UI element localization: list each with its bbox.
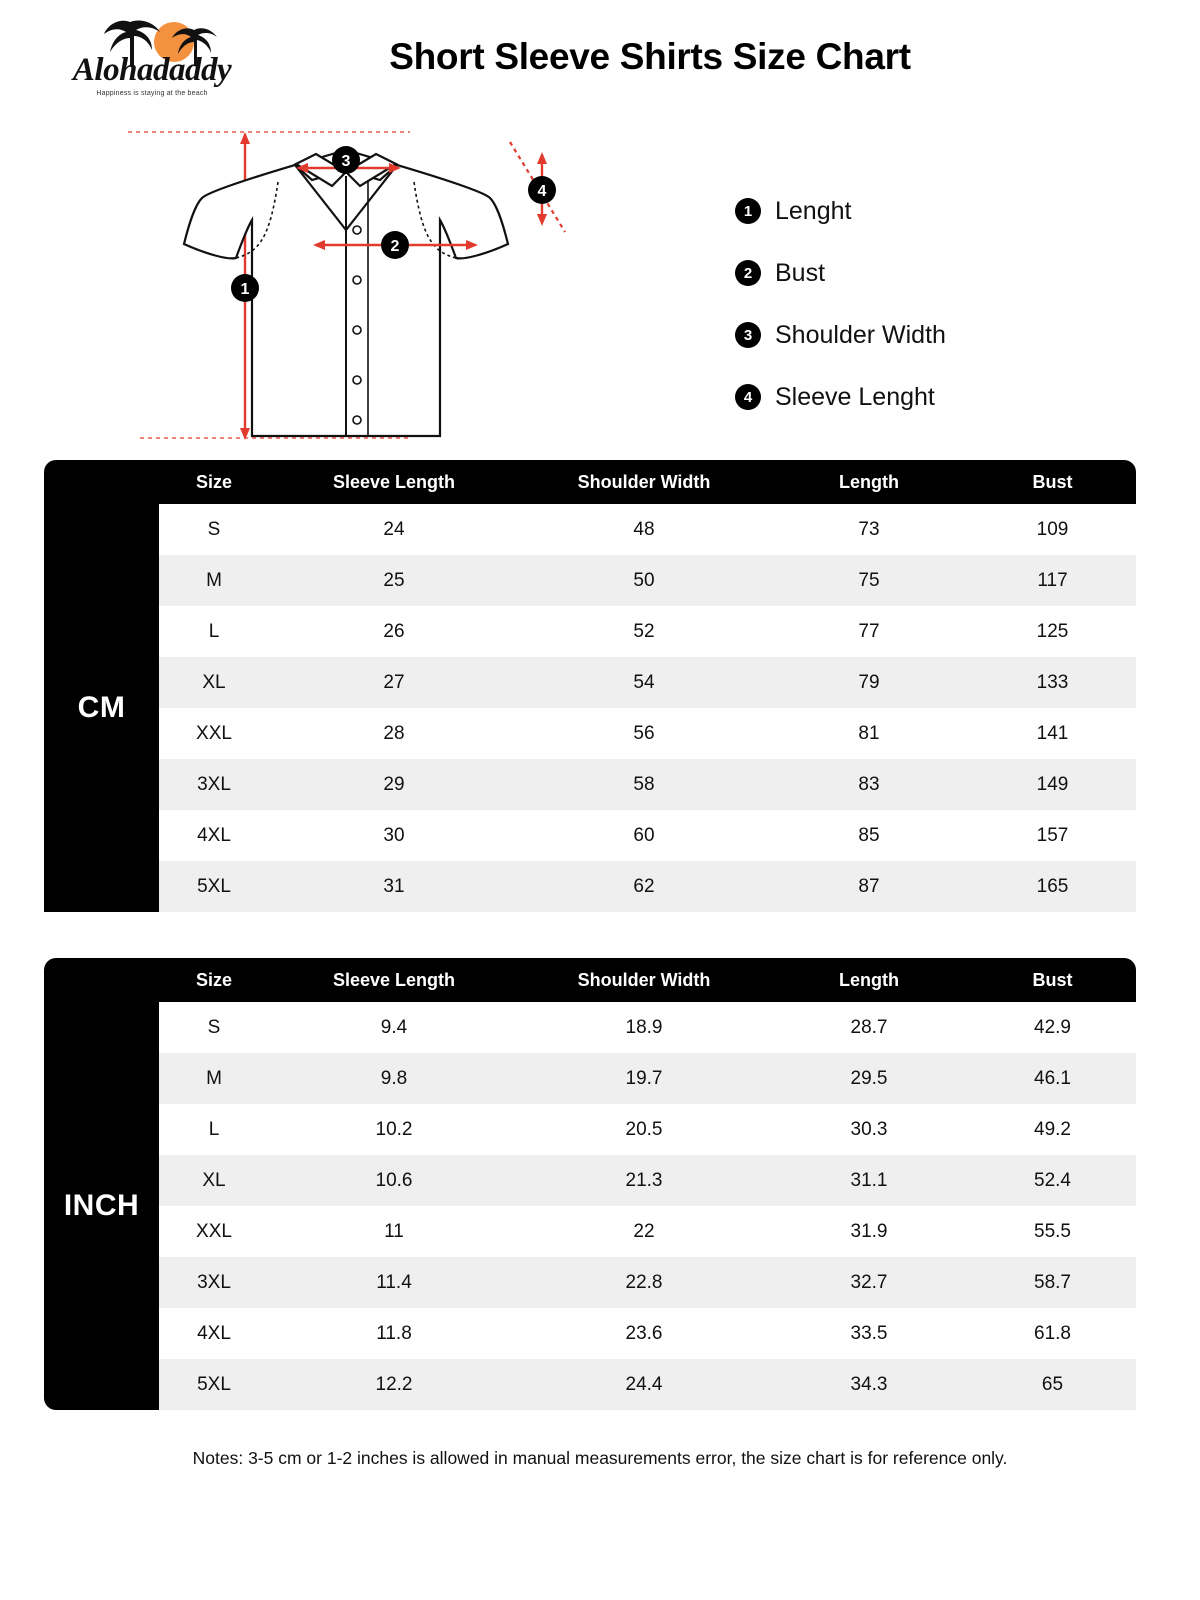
cell-bust: 149 bbox=[969, 759, 1136, 810]
cell-bust: 52.4 bbox=[969, 1155, 1136, 1206]
cell-sleeve-length: 26 bbox=[269, 606, 519, 657]
cell-size: XXL bbox=[159, 1206, 269, 1257]
cell-length: 79 bbox=[769, 657, 969, 708]
cell-sleeve-length: 12.2 bbox=[269, 1359, 519, 1410]
brand-logo bbox=[32, 14, 272, 110]
cell-length: 34.3 bbox=[769, 1359, 969, 1410]
table-row bbox=[44, 1104, 1136, 1155]
inch-size-table bbox=[44, 958, 1136, 1410]
unit-label-cm: CM bbox=[44, 504, 159, 912]
legend-item-bust bbox=[735, 242, 946, 304]
cell-length: 77 bbox=[769, 606, 969, 657]
svg-text:2: 2 bbox=[390, 238, 400, 255]
legend-label-2: Bust bbox=[775, 258, 826, 287]
legend-badge-2: 2 bbox=[735, 260, 761, 286]
unit-header bbox=[44, 958, 159, 1002]
cell-sleeve-length: 30 bbox=[269, 810, 519, 861]
cell-sleeve-length: 9.8 bbox=[269, 1053, 519, 1104]
unit-header bbox=[44, 460, 159, 504]
legend-label-1: Lenght bbox=[775, 196, 852, 225]
column-header-shoulder-width: Shoulder Width bbox=[519, 460, 769, 504]
cell-sleeve-length: 11 bbox=[269, 1206, 519, 1257]
column-header-length: Length bbox=[769, 460, 969, 504]
cell-length: 30.3 bbox=[769, 1104, 969, 1155]
cell-shoulder-width: 22 bbox=[519, 1206, 769, 1257]
cell-length: 73 bbox=[769, 504, 969, 555]
cell-size: 3XL bbox=[159, 759, 269, 810]
cell-size: 5XL bbox=[159, 861, 269, 912]
cell-sleeve-length: 28 bbox=[269, 708, 519, 759]
table-row bbox=[44, 657, 1136, 708]
table-row bbox=[44, 555, 1136, 606]
table-row bbox=[44, 504, 1136, 555]
table-row bbox=[44, 708, 1136, 759]
measurement-legend bbox=[735, 180, 946, 428]
column-header-size: Size bbox=[159, 958, 269, 1002]
cell-bust: 42.9 bbox=[969, 1002, 1136, 1053]
cell-sleeve-length: 31 bbox=[269, 861, 519, 912]
cell-shoulder-width: 23.6 bbox=[519, 1308, 769, 1359]
cell-bust: 117 bbox=[969, 555, 1136, 606]
table-spacer bbox=[0, 912, 1200, 958]
cell-size: 4XL bbox=[159, 1308, 269, 1359]
column-header-bust: Bust bbox=[969, 958, 1136, 1002]
cell-size: S bbox=[159, 504, 269, 555]
cell-bust: 49.2 bbox=[969, 1104, 1136, 1155]
cell-bust: 141 bbox=[969, 708, 1136, 759]
cell-shoulder-width: 58 bbox=[519, 759, 769, 810]
column-header-sleeve-length: Sleeve Length bbox=[269, 958, 519, 1002]
cell-bust: 65 bbox=[969, 1359, 1136, 1410]
legend-item-sleeve-length bbox=[735, 366, 946, 428]
brand-name: Alohadaddy bbox=[72, 52, 232, 88]
cell-bust: 125 bbox=[969, 606, 1136, 657]
cell-size: M bbox=[159, 555, 269, 606]
table-header-row bbox=[44, 460, 1136, 504]
table-row bbox=[44, 861, 1136, 912]
table-row bbox=[44, 810, 1136, 861]
cell-length: 75 bbox=[769, 555, 969, 606]
cell-shoulder-width: 54 bbox=[519, 657, 769, 708]
cell-sleeve-length: 29 bbox=[269, 759, 519, 810]
cell-length: 33.5 bbox=[769, 1308, 969, 1359]
cell-shoulder-width: 52 bbox=[519, 606, 769, 657]
cell-sleeve-length: 27 bbox=[269, 657, 519, 708]
shoulder-width-marker bbox=[332, 146, 360, 174]
table-row bbox=[44, 1308, 1136, 1359]
cell-size: 3XL bbox=[159, 1257, 269, 1308]
cell-size: 4XL bbox=[159, 810, 269, 861]
length-marker bbox=[231, 274, 259, 302]
svg-text:1: 1 bbox=[240, 281, 250, 298]
cell-bust: 61.8 bbox=[969, 1308, 1136, 1359]
column-header-sleeve-length: Sleeve Length bbox=[269, 460, 519, 504]
cell-size: 5XL bbox=[159, 1359, 269, 1410]
cell-length: 28.7 bbox=[769, 1002, 969, 1053]
cell-shoulder-width: 50 bbox=[519, 555, 769, 606]
cell-bust: 165 bbox=[969, 861, 1136, 912]
cell-shoulder-width: 56 bbox=[519, 708, 769, 759]
column-header-length: Length bbox=[769, 958, 969, 1002]
cell-sleeve-length: 10.2 bbox=[269, 1104, 519, 1155]
legend-item-shoulder-width bbox=[735, 304, 946, 366]
cell-size: M bbox=[159, 1053, 269, 1104]
cm-size-table-block bbox=[44, 460, 1156, 912]
column-header-shoulder-width: Shoulder Width bbox=[519, 958, 769, 1002]
cell-size: L bbox=[159, 606, 269, 657]
cm-size-table bbox=[44, 460, 1136, 912]
cell-shoulder-width: 22.8 bbox=[519, 1257, 769, 1308]
cell-sleeve-length: 10.6 bbox=[269, 1155, 519, 1206]
cell-size: XXL bbox=[159, 708, 269, 759]
svg-text:3: 3 bbox=[341, 153, 351, 170]
legend-badge-3: 3 bbox=[735, 322, 761, 348]
cell-bust: 133 bbox=[969, 657, 1136, 708]
cell-size: XL bbox=[159, 657, 269, 708]
cell-length: 85 bbox=[769, 810, 969, 861]
unit-label-inch: INCH bbox=[44, 1002, 159, 1410]
cell-length: 81 bbox=[769, 708, 969, 759]
cell-bust: 55.5 bbox=[969, 1206, 1136, 1257]
cell-length: 32.7 bbox=[769, 1257, 969, 1308]
inch-size-table-block bbox=[44, 958, 1156, 1410]
table-row bbox=[44, 606, 1136, 657]
cell-sleeve-length: 11.8 bbox=[269, 1308, 519, 1359]
svg-text:4: 4 bbox=[537, 183, 547, 200]
measurement-notes: Notes: 3-5 cm or 1-2 inches is allowed in manual measurements error, the size chart is for reference only. bbox=[192, 1448, 1008, 1468]
page-header bbox=[0, 0, 1200, 120]
cell-bust: 46.1 bbox=[969, 1053, 1136, 1104]
legend-label-3: Shoulder Width bbox=[775, 320, 946, 349]
column-header-size: Size bbox=[159, 460, 269, 504]
table-row bbox=[44, 1053, 1136, 1104]
table-row bbox=[44, 1359, 1136, 1410]
table-row bbox=[44, 759, 1136, 810]
column-header-bust: Bust bbox=[969, 460, 1136, 504]
table-row bbox=[44, 1155, 1136, 1206]
measurement-diagram bbox=[0, 120, 1200, 460]
cell-size: L bbox=[159, 1104, 269, 1155]
table-row bbox=[44, 1257, 1136, 1308]
legend-label-4: Sleeve Lenght bbox=[775, 382, 935, 411]
cell-sleeve-length: 11.4 bbox=[269, 1257, 519, 1308]
cell-shoulder-width: 19.7 bbox=[519, 1053, 769, 1104]
cell-shoulder-width: 62 bbox=[519, 861, 769, 912]
cell-length: 83 bbox=[769, 759, 969, 810]
cell-length: 29.5 bbox=[769, 1053, 969, 1104]
bust-marker bbox=[381, 231, 409, 259]
cell-length: 87 bbox=[769, 861, 969, 912]
cell-length: 31.1 bbox=[769, 1155, 969, 1206]
table-row bbox=[44, 1206, 1136, 1257]
short-sleeve-shirt-illustration bbox=[110, 120, 630, 450]
legend-badge-1: 1 bbox=[735, 198, 761, 224]
cell-shoulder-width: 48 bbox=[519, 504, 769, 555]
cell-shoulder-width: 24.4 bbox=[519, 1359, 769, 1410]
table-header-row bbox=[44, 958, 1136, 1002]
cell-size: S bbox=[159, 1002, 269, 1053]
legend-item-length bbox=[735, 180, 946, 242]
cell-shoulder-width: 60 bbox=[519, 810, 769, 861]
table-row bbox=[44, 1002, 1136, 1053]
page-title: Short Sleeve Shirts Size Chart bbox=[389, 36, 911, 77]
cell-sleeve-length: 9.4 bbox=[269, 1002, 519, 1053]
cell-bust: 157 bbox=[969, 810, 1136, 861]
cell-length: 31.9 bbox=[769, 1206, 969, 1257]
cell-bust: 109 bbox=[969, 504, 1136, 555]
legend-badge-4: 4 bbox=[735, 384, 761, 410]
cell-shoulder-width: 20.5 bbox=[519, 1104, 769, 1155]
cell-shoulder-width: 21.3 bbox=[519, 1155, 769, 1206]
cell-shoulder-width: 18.9 bbox=[519, 1002, 769, 1053]
cell-size: XL bbox=[159, 1155, 269, 1206]
cell-bust: 58.7 bbox=[969, 1257, 1136, 1308]
sleeve-length-marker bbox=[528, 176, 556, 204]
brand-tagline: Happiness is staying at the beach bbox=[96, 90, 208, 97]
cell-sleeve-length: 24 bbox=[269, 504, 519, 555]
cell-sleeve-length: 25 bbox=[269, 555, 519, 606]
